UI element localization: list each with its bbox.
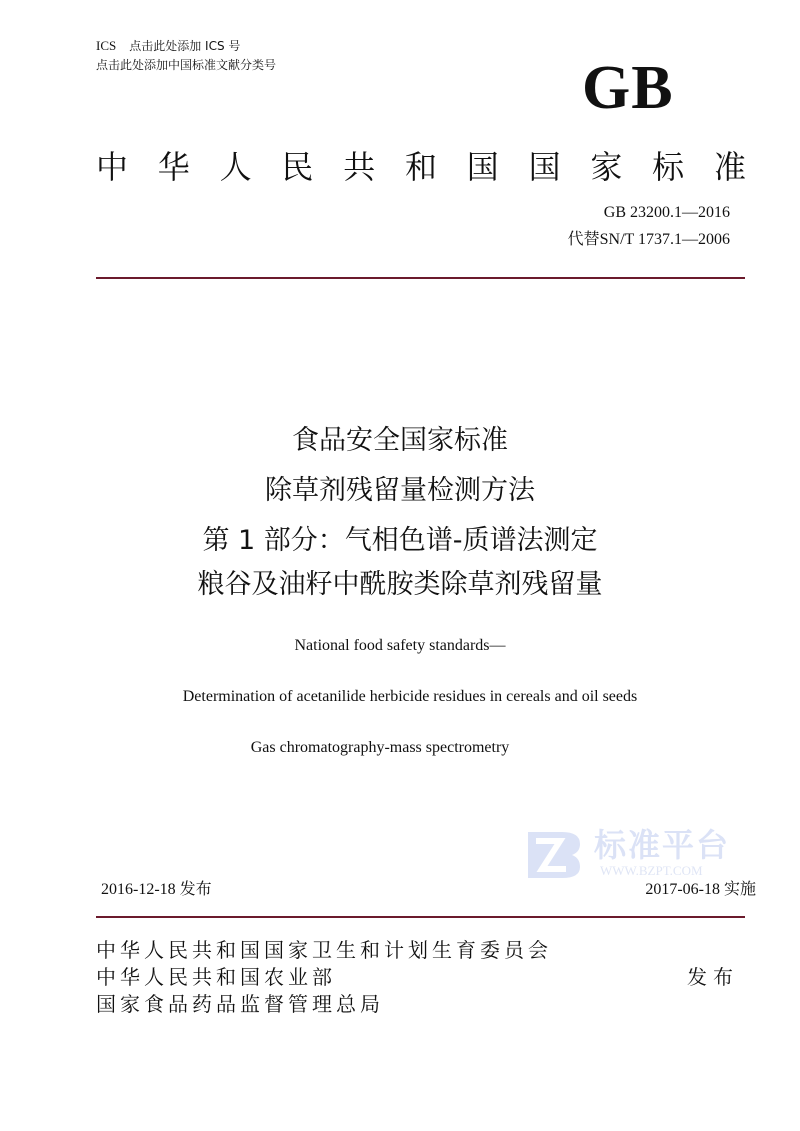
title-en-line-3: Gas chromatography-mass spectrometry: [250, 739, 510, 756]
title-char: 中: [96, 148, 129, 186]
bottom-divider: [96, 916, 745, 918]
ics-label: ICS: [96, 38, 117, 53]
title-char: 和: [404, 148, 437, 186]
title-char: 人: [219, 148, 252, 186]
title-char: 准: [713, 148, 746, 186]
watermark-url: WWW.BZPT.COM: [600, 863, 703, 878]
watermark-text: 标准平台: [594, 827, 731, 863]
title-char: 民: [281, 148, 314, 186]
issuer-2: 中华人民共和国农业部: [96, 965, 336, 989]
title-zh-line-4: 粮谷及油籽中酰胺类除草剂残留量: [197, 569, 603, 600]
title-char: 国: [466, 148, 499, 186]
national-standard-title: [96, 148, 746, 186]
title-zh-line-3: 第 1 部分：气相色谱-质谱法测定: [202, 525, 598, 556]
replaced-standard-number: 代替SN/T 1737.1—2006: [567, 231, 730, 248]
title-char: 华: [157, 148, 190, 186]
title-en-line-2: Determination of acetanilide herbicide residues in cereals and oil seeds: [182, 688, 638, 705]
issue-label: 发布: [687, 965, 739, 989]
standard-number: GB 23200.1—2016: [603, 204, 730, 221]
top-divider: [96, 277, 745, 279]
title-char: 标: [652, 148, 685, 186]
title-en-line-1: National food safety standards—: [294, 637, 506, 654]
ics-placeholder[interactable]: 点击此处添加 ICS 号: [129, 39, 241, 53]
title-char: 家: [590, 148, 623, 186]
title-zh-line-1: 食品安全国家标准: [292, 425, 508, 456]
classification-placeholder[interactable]: 点击此处添加中国标准文献分类号: [96, 58, 277, 72]
gb-logo: GB: [582, 54, 674, 122]
bz-logo-icon: [526, 830, 582, 880]
implementation-date: 2017-06-18 实施: [645, 881, 756, 898]
issuer-3: 国家食品药品监督管理总局: [96, 992, 384, 1016]
title-zh-line-2: 除草剂残留量检测方法: [265, 475, 535, 506]
ics-line: [96, 38, 240, 54]
issuer-1: 中华人民共和国国家卫生和计划生育委员会: [96, 938, 552, 962]
title-char: 国: [528, 148, 561, 186]
issue-date: 2016-12-18 发布: [101, 881, 212, 898]
watermark: [526, 826, 756, 886]
title-char: 共: [343, 148, 376, 186]
